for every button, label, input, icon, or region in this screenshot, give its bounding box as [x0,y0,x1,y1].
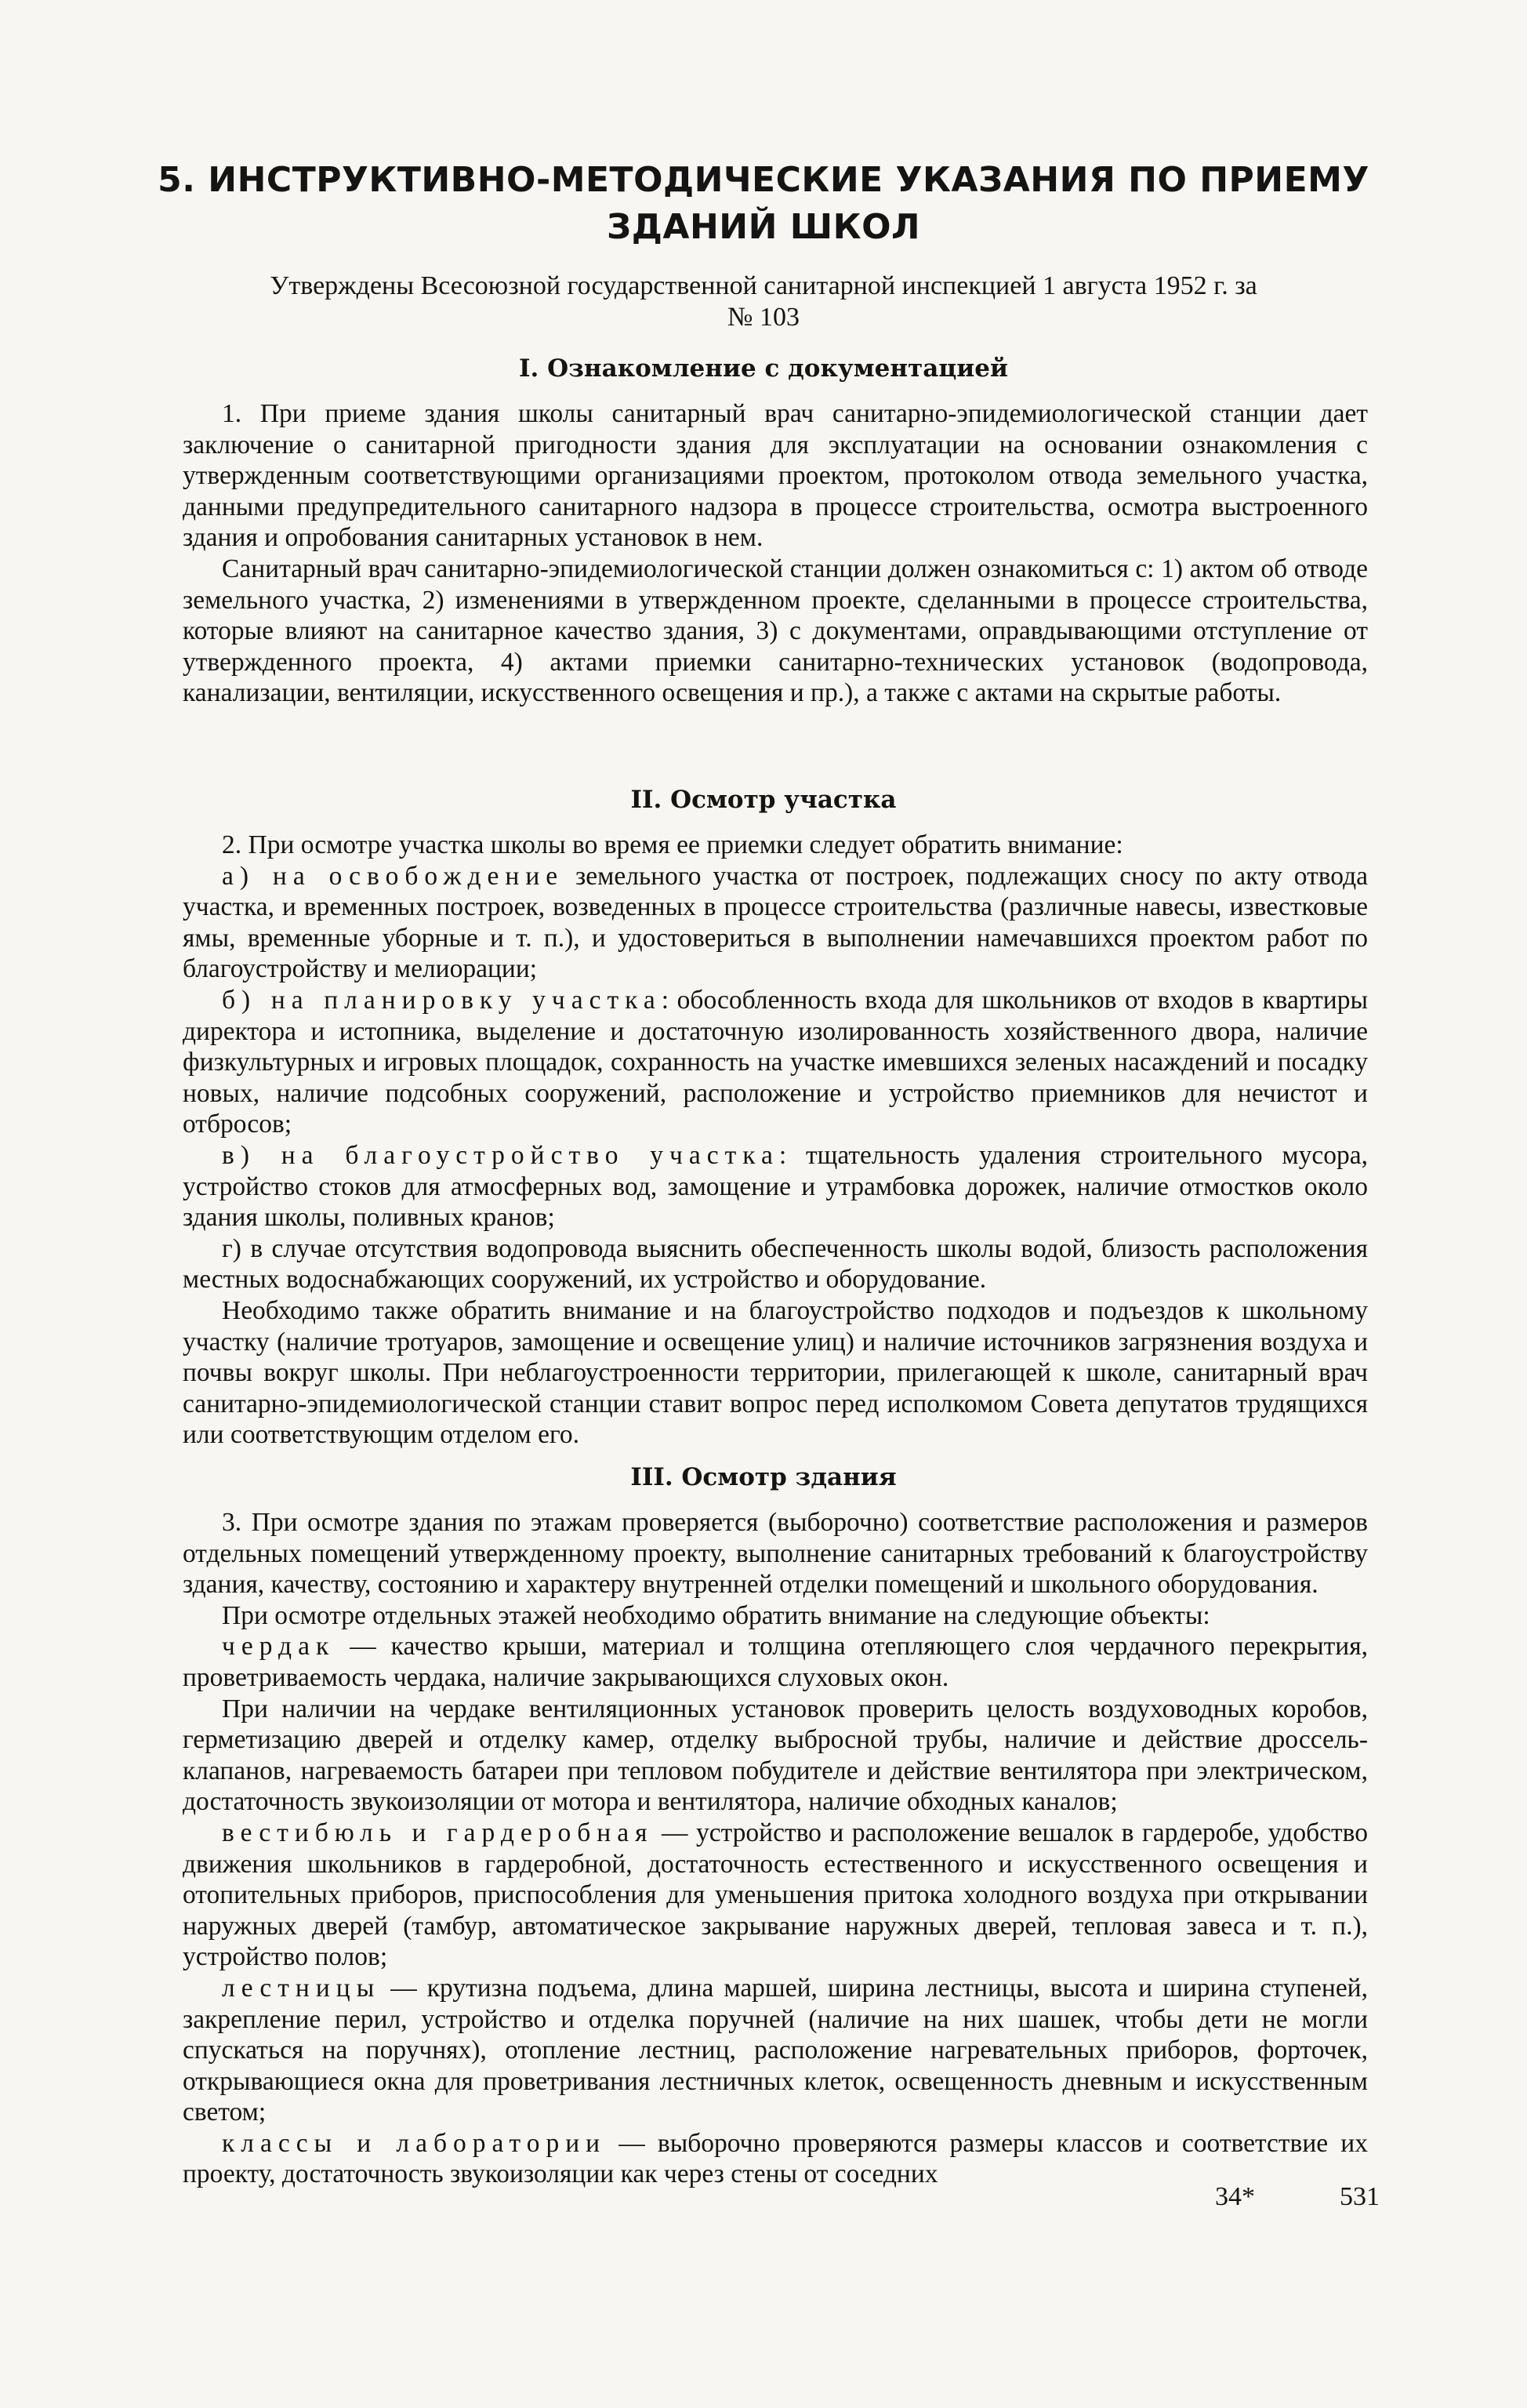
term: чердак [222,1632,336,1662]
term-text: : обособленность входа для школьников от входов в квартиры директора и истопника, выделение и достаточную изолированность хозяйственного двора, наличие физкультурных и игровых площадок, сохранность на участке имевшихся зеленых насаждений и посадку новых, наличие подсобных сооружений, расположение и устройство приемников для нечистот и отбросов; [183,985,1368,1139]
approval-line-2: № 103 [727,303,800,332]
paragraph: При наличии на чердаке вентиляционных установок проверить целость воздуховодных коробов, герметизацию дверей и отделку камер, отделку выбросной трубы, наличие и действие дроссель-клапанов, нагреваемость батареи при тепловом побудителе и действие вентилятора при электрическом, достаточность звукоизоляции от мотора и вентилятора, наличие обходных каналов; [183,1694,1368,1817]
title-line-1: 5. ИНСТРУКТИВНО-МЕТОДИЧЕСКИЕ УКАЗАНИЯ ПО ПРИЕМУ [158,160,1369,200]
term-text: — устройство и расположение вешалок в гардеробе, удобство движения школьников в гардеробной, достаточность естественного и искусственного освещения и отопительных приборов, приспособления для уменьшения притока холодного воздуха при открывании наружных дверей (тамбур, автоматическое закрывание наружных дверей, тепловая завеса и т. п.), устройство полов; [183,1818,1368,1972]
paragraph: 3. При осмотре здания по этажам проверяется (выборочно) соответствие расположения и размеров отдельных помещений утвержденному проекту, выполнение санитарных требований к благоустройству здания, качеству, состоянию и характеру внутренней отделки помещений и школьного оборудования. [183,1508,1368,1600]
term-text: — крутизна подъема, длина маршей, ширина лестницы, высота и ширина ступеней, закрепление перил, устройство и отделка поручней (наличие на них шашек, чтобы дети не могли спускаться на поручнях), отопление лестниц, расположение нагревательных приборов, форточек, открывающиеся окна для проветривания лестничных клеток, освещенность дневным и искусственным светом; [183,1973,1368,2127]
term: б) на планировку участка [222,985,662,1015]
section-body-building-inspection [183,1507,1368,2190]
section-heading-building-inspection: III. Осмотр здания [630,1463,897,1491]
paragraph [183,985,1368,1140]
paragraph: 2. При осмотре участка школы во время ее приемки следует обратить внимание: [222,830,1123,859]
paragraph: При осмотре отдельных этажей необходимо обратить внимание на следующие объекты: [222,1600,1210,1630]
section-body-documentation [183,398,1368,709]
approval-note [141,271,1386,333]
paragraph [183,1631,1368,1693]
paragraph: Необходимо также обратить внимание и на благоустройство подходов и подъездов к школьному участку (наличие тротуаров, замощение и освещение улиц) и наличие источников загрязнения воздуха и почвы вокруг школы. При неблагоустроенности территории, прилегающей к школе, санитарный врач санитарно-эпидемиологической станции ставит вопрос перед исполкомом Совета депутатов трудящихся или соответствующим отделом его. [183,1295,1368,1450]
term: лестницы [222,1973,381,2003]
page-footer [1215,2180,1380,2214]
page-number: 531 [1340,2182,1380,2211]
paragraph: г) в случае отсутствия водопровода выяснить обеспеченность школы водой, близость расположения местных водоснабжающих сооружений, их устройство и оборудование. [183,1233,1368,1295]
term-text: — качество крыши, материал и толщина отепляющего слоя чердачного перекрытия, проветриваемость чердака, наличие закрывающихся слуховых окон. [183,1632,1368,1692]
paragraph [183,2128,1368,2190]
signature-mark: 34* [1215,2182,1255,2211]
section-heading-site-inspection: II. Осмотр участка [630,786,897,814]
paragraph [183,1140,1368,1233]
term: классы и лаборатории [222,2128,607,2158]
term-text: земельного участка от построек, подлежащих сносу по акту отвода участка, и временных построек, возведенных в процессе строительства (различные навесы, известковые ямы, временные уборные и т. п.), и удостовериться в выполнении намечавшихся проектом работ по благоустройству и мелиорации; [183,861,1369,984]
term: а) на освобождение [222,861,564,891]
term-text: — выборочно проверяются размеры классов и соответствие их проекту, достаточность звукоизоляции как через стены от соседних [183,2128,1368,2189]
paragraph [183,1973,1368,2128]
paragraph [183,1818,1368,1973]
paragraph: 1. При приеме здания школы санитарный врач санитарно-эпидемиологической станции дает заключение о санитарной пригодности здания для эксплуатации на основании ознакомления с утвержденным соответствующими организациями проектом, протоколом отвода земельного участка, данными предупредительного санитарного надзора в процессе строительства, осмотра выстроенного здания и опробования санитарных установок в нем. [183,399,1368,553]
section-heading-documentation: I. Ознакомление с документацией [519,354,1008,383]
document-title [133,157,1394,251]
section-body-site-inspection [183,830,1368,1451]
title-line-2: ЗДАНИЙ ШКОЛ [606,207,921,247]
term-text: : тщательность удаления строительного мусора, устройство стоков для атмосферных вод, замощение и утрамбовка дорожек, наличие отмостков около здания школы, поливных кранов; [183,1140,1368,1233]
term: вестибюль и гардеробная [222,1818,654,1847]
approval-line-1: Утверждены Всесоюзной государственной санитарной инспекцией 1 августа 1952 г. за [270,271,1257,300]
paragraph [183,861,1368,985]
paragraph: Санитарный врач санитарно-эпидемиологической станции должен ознакомиться с: 1) актом об отводе земельного участка, 2) изменениями в утвержденном проекте, сделанными в процессе строительства, которые влияют на санитарное качество здания, 3) с документами, оправдывающими отступление от утвержденного проекта, 4) актами приемки санитарно-технических установок (водопровода, канализации, вентиляции, искусственного освещения и пр.), а также с актами на скрытые работы. [183,554,1368,708]
term: в) на благоустройство участка [222,1140,779,1170]
